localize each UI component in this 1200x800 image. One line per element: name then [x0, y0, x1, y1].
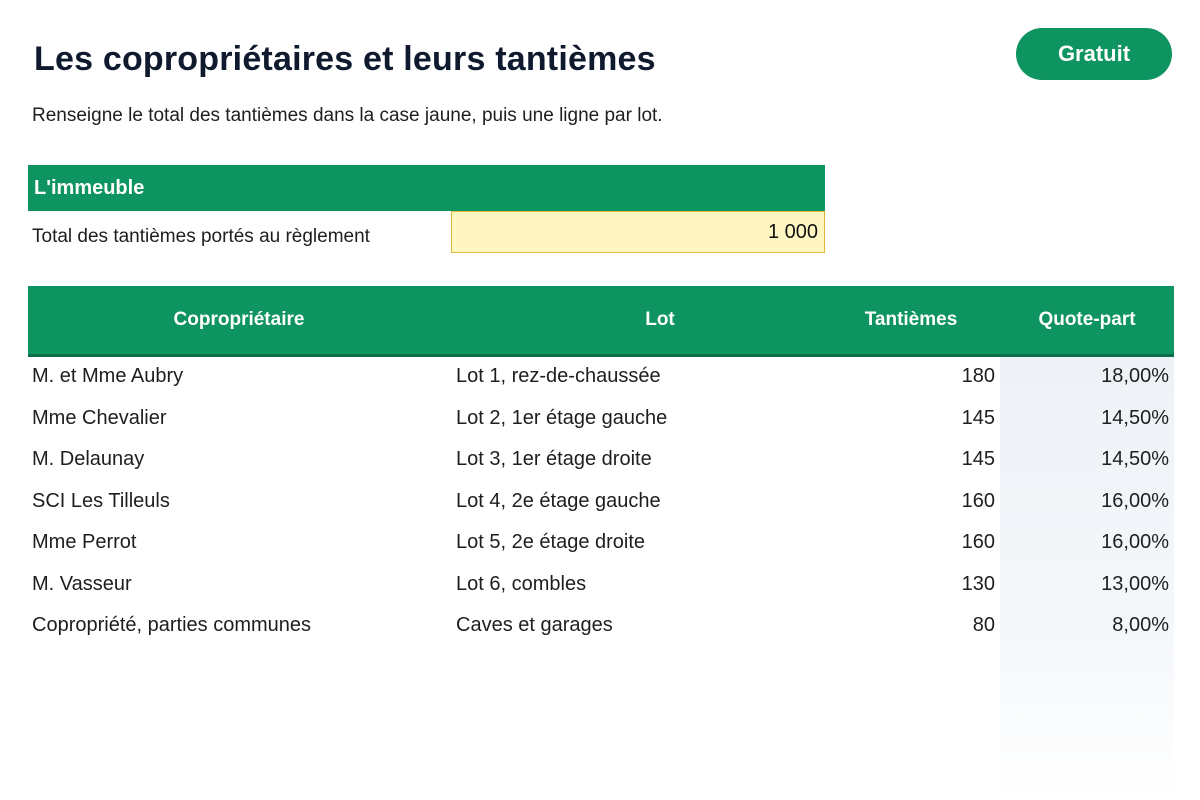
cell-owner[interactable]: Copropriété, parties communes: [32, 614, 312, 637]
cell-tantiemes[interactable]: 180: [961, 365, 995, 388]
table-row[interactable]: [28, 522, 1174, 564]
owners-table: [28, 286, 1174, 357]
cell-owner[interactable]: Mme Perrot: [32, 531, 137, 554]
cell-lot[interactable]: Lot 3, 1er étage droite: [456, 448, 652, 471]
table-row[interactable]: [28, 439, 1174, 481]
column-header-quote-part: Quote-part: [1038, 309, 1136, 330]
table-row[interactable]: [28, 398, 1174, 440]
cell-tantiemes[interactable]: 160: [961, 531, 995, 554]
building-section-header: L'immeuble: [28, 165, 825, 211]
cell-quote-part[interactable]: 16,00%: [1101, 489, 1169, 512]
column-header-tantiemes: Tantièmes: [864, 309, 958, 330]
table-body: [28, 356, 1174, 647]
total-tantiemes-label: Total des tantièmes portés au règlement: [32, 226, 370, 247]
cell-quote-part[interactable]: 16,00%: [1101, 531, 1169, 554]
total-tantiemes-input[interactable]: [451, 211, 825, 253]
cell-lot[interactable]: Caves et garages: [456, 614, 613, 637]
table-row[interactable]: [28, 564, 1174, 606]
cell-lot[interactable]: Lot 4, 2e étage gauche: [456, 489, 661, 512]
cell-quote-part[interactable]: 14,50%: [1101, 406, 1169, 429]
cell-owner[interactable]: SCI Les Tilleuls: [32, 489, 170, 512]
cell-tantiemes[interactable]: 130: [961, 572, 995, 595]
page-title: Les copropriétaires et leurs tantièmes: [34, 40, 656, 78]
table-row[interactable]: [28, 605, 1174, 647]
cell-tantiemes[interactable]: 160: [961, 489, 995, 512]
table-row[interactable]: [28, 356, 1174, 398]
cell-lot[interactable]: Lot 5, 2e étage droite: [456, 531, 646, 554]
cell-tantiemes[interactable]: 80: [972, 614, 995, 637]
cell-owner[interactable]: M. et Mme Aubry: [32, 365, 184, 388]
cell-lot[interactable]: Lot 2, 1er étage gauche: [456, 406, 668, 429]
cell-tantiemes[interactable]: 145: [961, 448, 995, 471]
gratuit-badge[interactable]: Gratuit: [1016, 28, 1172, 80]
cell-owner[interactable]: M. Delaunay: [32, 448, 145, 471]
cell-quote-part[interactable]: 14,50%: [1101, 448, 1169, 471]
cell-lot[interactable]: Lot 1, rez-de-chaussée: [456, 365, 661, 388]
cell-quote-part[interactable]: 8,00%: [1112, 614, 1169, 637]
cell-lot[interactable]: Lot 6, combles: [456, 572, 587, 595]
cell-owner[interactable]: M. Vasseur: [32, 572, 132, 595]
table-row[interactable]: [28, 481, 1174, 523]
cell-owner[interactable]: Mme Chevalier: [32, 406, 167, 429]
cell-quote-part[interactable]: 18,00%: [1101, 365, 1169, 388]
column-header-owner: Copropriétaire: [173, 309, 305, 330]
column-header-lot: Lot: [645, 309, 675, 330]
cell-quote-part[interactable]: 13,00%: [1101, 572, 1169, 595]
page-subtitle: Renseigne le total des tantièmes dans la case jaune, puis une ligne par lot.: [32, 105, 663, 126]
cell-tantiemes[interactable]: 145: [961, 406, 995, 429]
table-header-row: [28, 286, 1174, 357]
